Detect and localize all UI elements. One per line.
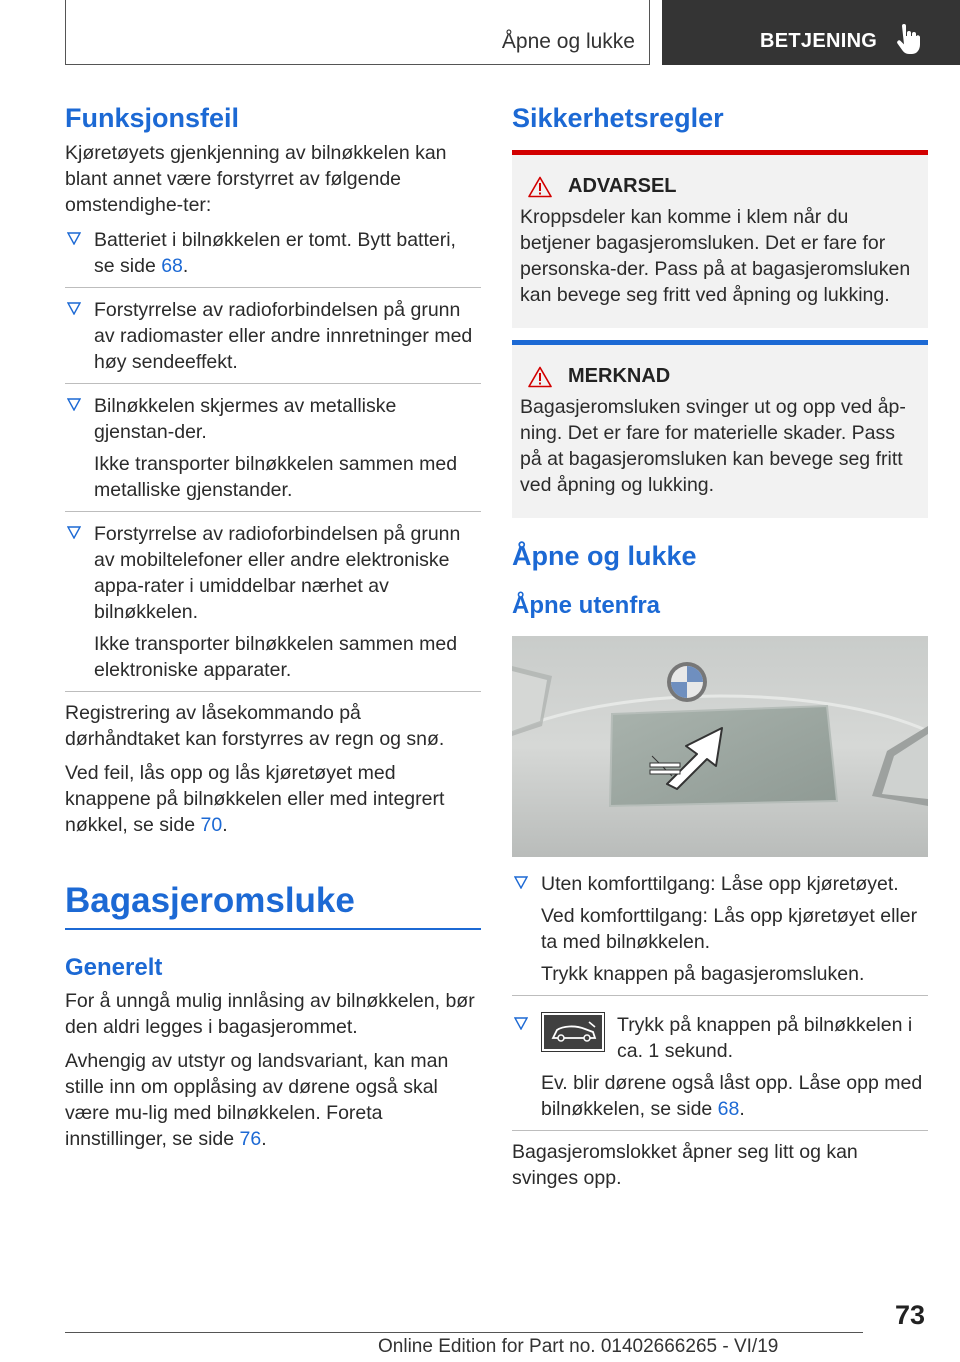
right-column	[512, 100, 928, 1191]
open-close-heading: Åpne og lukke	[512, 541, 697, 571]
list-item-text: Bilnøkkelen skjermes av metalliske gjenstan-der.	[94, 395, 397, 443]
warning-triangle-icon	[528, 366, 552, 388]
page-number: 73	[895, 1300, 926, 1330]
list-item-subtext: Ev. blir dørene også låst opp. Låse opp med bilnøkkelen, se side 68.	[541, 1072, 923, 1120]
generelt-heading: Generelt	[65, 954, 163, 981]
bullet-triangle-icon	[514, 1017, 528, 1030]
generelt-para-2: Avhengig av utstyr og landsvariant, kan man stille inn om opplåsing av dørene også skal være mu-lig med bilnøkkelen. Foreta innstillinger, se side 76.	[65, 1050, 449, 1150]
warning-header	[528, 175, 920, 198]
hand-pointer-icon	[896, 24, 920, 54]
bullet-triangle-icon	[67, 398, 81, 411]
footer-edition: Online Edition for Part no. 01402666265 - VI/19	[378, 1336, 779, 1357]
trunk-photo	[512, 636, 928, 857]
key-instruction	[541, 1012, 928, 1064]
warning-triangle-icon	[528, 176, 552, 198]
bullet-triangle-icon	[67, 232, 81, 245]
trunk-illustration	[512, 636, 928, 857]
chapter-title: Åpne og lukke	[501, 30, 635, 53]
funksjonsfeil-heading: Funksjonsfeil	[65, 103, 240, 133]
trunk-button-icon	[541, 1012, 605, 1052]
open-outside-heading: Åpne utenfra	[512, 592, 661, 619]
notice-box	[512, 340, 928, 518]
list-item-subtext: Trykk knappen på bagasjeromsluken.	[541, 963, 865, 985]
bullet-triangle-icon	[514, 876, 528, 889]
footer-divider	[65, 1332, 863, 1333]
final-paragraph: Bagasjeromslokket åpner seg litt og kan svinges opp.	[512, 1141, 858, 1189]
list-item-text: Forstyrrelse av radioforbindelsen på grunn av mobiltelefoner eller andre elektroniske appa-rater i umiddelbar nærhet av bilnøkkelen.	[94, 523, 461, 623]
list-item-text: Uten komforttilgang: Låse opp kjøretøyet.	[541, 873, 899, 895]
sikkerhetsregler-heading: Sikkerhetsregler	[512, 103, 724, 133]
page-link[interactable]: 68	[161, 255, 183, 277]
chapter-tab	[65, 0, 650, 65]
notice-title: MERKNAD	[568, 365, 671, 387]
warning-box	[512, 150, 928, 328]
list-item: Batteriet i bilnøkkelen er tomt. Bytt batteri, se side 68.	[65, 227, 481, 288]
funksjonsfeil-para-1: Registrering av låsekommando på dørhåndtaket kan forstyrres av regn og snø.	[65, 702, 445, 750]
warning-title: ADVARSEL	[568, 175, 677, 197]
list-item-subtext: Ikke transporter bilnøkkelen sammen med elektroniske apparater.	[94, 633, 458, 681]
section-tab	[662, 0, 960, 65]
notice-header	[528, 365, 920, 388]
bullet-triangle-icon	[67, 526, 81, 539]
bagasjeromsluke-heading: Bagasjeromsluke	[65, 878, 481, 930]
funksjonsfeil-intro: Kjøretøyets gjenkjenning av bilnøkkelen kan blant annet være forstyrret av følgende omstendighe-ter:	[65, 142, 447, 216]
list-item-text: Trykk på knappen på bilnøkkelen i ca. 1 sekund.	[617, 1014, 913, 1062]
page-link[interactable]: 68	[717, 1098, 740, 1120]
page-link[interactable]: 76	[239, 1128, 262, 1150]
warning-text: Kroppsdeler kan komme i klem når du betjener bagasjeromsluken. Det er fare for personska-der. Pass på at bagasjeromsluken kan bevege seg fritt ved åpning og lukking.	[520, 206, 911, 306]
list-item-text: Batteriet i bilnøkkelen er tomt. Bytt batteri, se side	[94, 229, 456, 277]
list-item	[512, 871, 928, 996]
list-item	[512, 1012, 928, 1131]
list-item-subtext: Ved komforttilgang: Lås opp kjøretøyet eller ta med bilnøkkelen.	[541, 905, 918, 953]
notice-text: Bagasjeromsluken svinger ut og opp ved åp-ning. Det er fare for materielle skader. Pass på at bagasjeromsluken kan bevege seg fritt ved åpning og lukking.	[520, 396, 906, 496]
list-item-text: Forstyrrelse av radioforbindelsen på grunn av radiomaster eller andre innretninger med høy sendeeffekt.	[94, 299, 473, 373]
page-header	[0, 0, 960, 66]
generelt-para-1: For å unngå mulig innlåsing av bilnøkkelen, bør den aldri legges i bagasjerommet.	[65, 990, 475, 1038]
list-item	[65, 521, 481, 692]
left-column	[65, 100, 481, 1152]
list-item-subtext: Ikke transporter bilnøkkelen sammen med metalliske gjenstander.	[94, 453, 458, 501]
funksjonsfeil-para-2: Ved feil, lås opp og lås kjøretøyet med knappene på bilnøkkelen eller med integrert nøkkel, se side 70.	[65, 762, 445, 836]
list-item	[65, 297, 481, 384]
list-item	[65, 393, 481, 512]
page-link[interactable]: 70	[200, 814, 223, 836]
section-title: BETJENING	[760, 30, 878, 52]
bullet-triangle-icon	[67, 302, 81, 315]
